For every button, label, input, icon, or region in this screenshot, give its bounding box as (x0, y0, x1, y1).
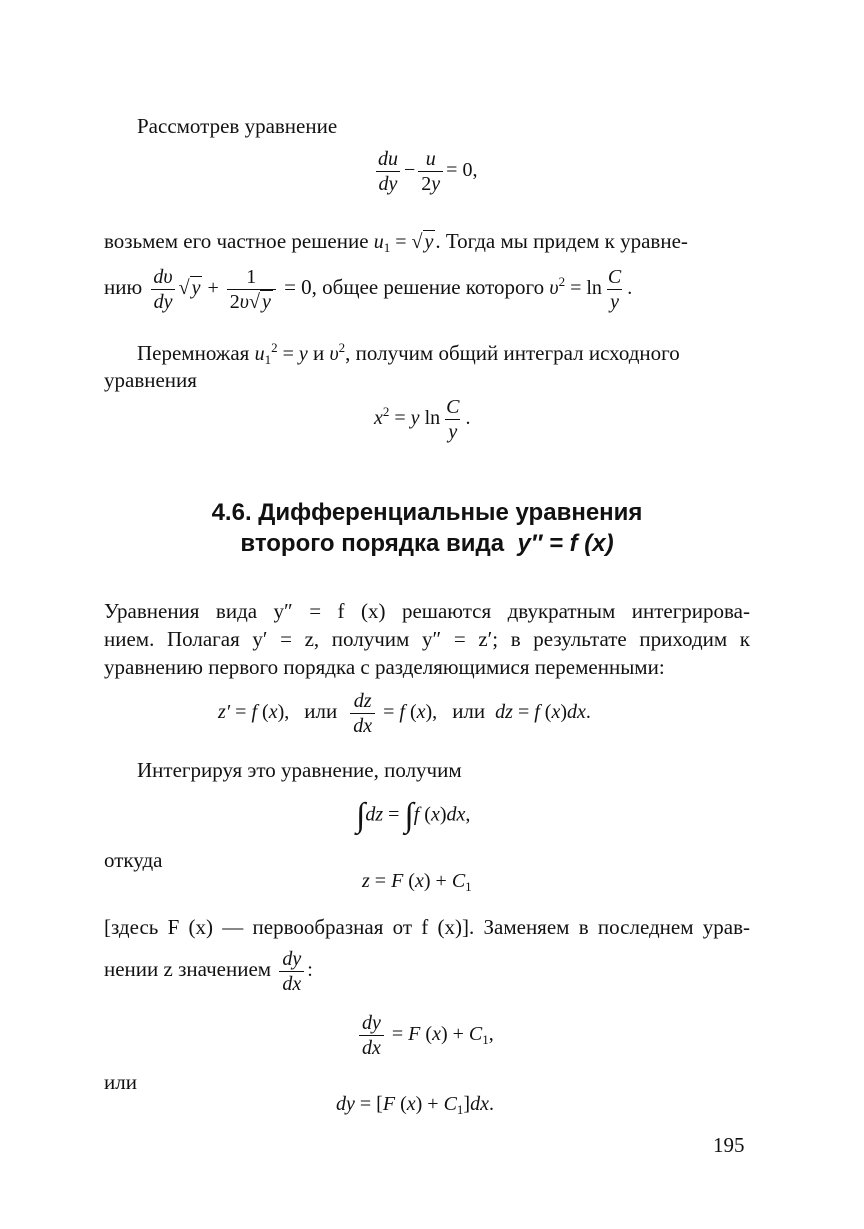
paragraph-whence: откуда (104, 848, 163, 872)
equation-dy-dx: $\frac{dy}{dx}$ = F $(x) + C_1$, (356, 1012, 494, 1059)
equation-tail: = 0, (446, 159, 478, 182)
paragraph-integrating: Интегрируя это уравнение, получим (137, 758, 462, 782)
paragraph-replace: нении z значением $\frac{dy}{dx}$ : (104, 948, 313, 995)
section-heading-formula: y″ = f (x) (517, 530, 614, 557)
paragraph-particular-solution: возьмем его частное решение $u_1$ = √ y. Тогда мы придем к уравне- (104, 229, 688, 255)
paragraph-double-integration-l1: Уравнения вида y″ = f (x) решаются двукратным интегрирова- (104, 599, 750, 623)
paragraph-double-integration-l3: уравнению первого порядка с разделяющимися переменными: (104, 655, 665, 679)
text-get-integral: , получим общий интеграл исходного (345, 341, 680, 365)
paragraph-multiplying: Перемножая $u_1^2 = y$ и $\upsilon^2$, получим общий интеграл исходного (137, 340, 680, 367)
paragraph-double-integration-l2: нием. Полагая y′ = z, получим y″ = z′; в результате приходим к (104, 627, 750, 651)
text-to-equation: нию (104, 275, 143, 300)
text-or-1: или (304, 699, 338, 724)
equation-integral: ∫dz = ∫f (x)dx, (356, 797, 471, 834)
text-and: и (312, 341, 325, 365)
section-heading-line1: 4.6. Дифференциальные уравнения (211, 499, 643, 526)
paragraph-equation-v: нию $\frac{d\upsilon}{dy}$ √ y + $\frac{1}{2\upsilon√ y}$ = 0, общее решение которого $\upsilon^2 = \ln$ $\frac{C}{y}$ . (104, 266, 633, 313)
section-heading-text: второго порядка вида (240, 530, 505, 557)
section-heading-line2 (104, 528, 750, 559)
text-particular-solution: возьмем его частное решение (104, 229, 369, 253)
paragraph-equation-word: уравнения (104, 368, 197, 392)
paragraph-intro: Рассмотрев уравнение (137, 114, 338, 138)
text-multiplying: Перемножая (137, 341, 250, 365)
equation-first-order: z′ = f (x), или $\frac{dz}{dx}$ = f (x), или dz = f (x)dx. (218, 690, 591, 737)
paragraph-or: или (104, 1070, 137, 1094)
text-general-solution: = 0, общее решение которого (284, 275, 545, 300)
text-then: . Тогда мы придем к уравне- (435, 229, 688, 253)
text-replace-z: нении z значением (104, 957, 272, 982)
equation-general-integral: $x^2 = y$ ln $\frac{C}{y}$ . (374, 396, 471, 443)
equation-dy: dy = [F $(x) + C_1]dx$. (336, 1093, 494, 1117)
page-number: 195 (713, 1133, 745, 1157)
text-or-2: или (452, 699, 486, 724)
paragraph-antiderivative: [здесь F (x) — первообразная от f (x)]. Заменяем в последнем урав- (104, 915, 750, 939)
equation-du-dy: $\frac{du}{dy}$ − $\frac{u}{2y}$ = 0, (372, 148, 477, 195)
equation-z-antiderivative: z = F $(x) + C_1$ (362, 870, 472, 894)
